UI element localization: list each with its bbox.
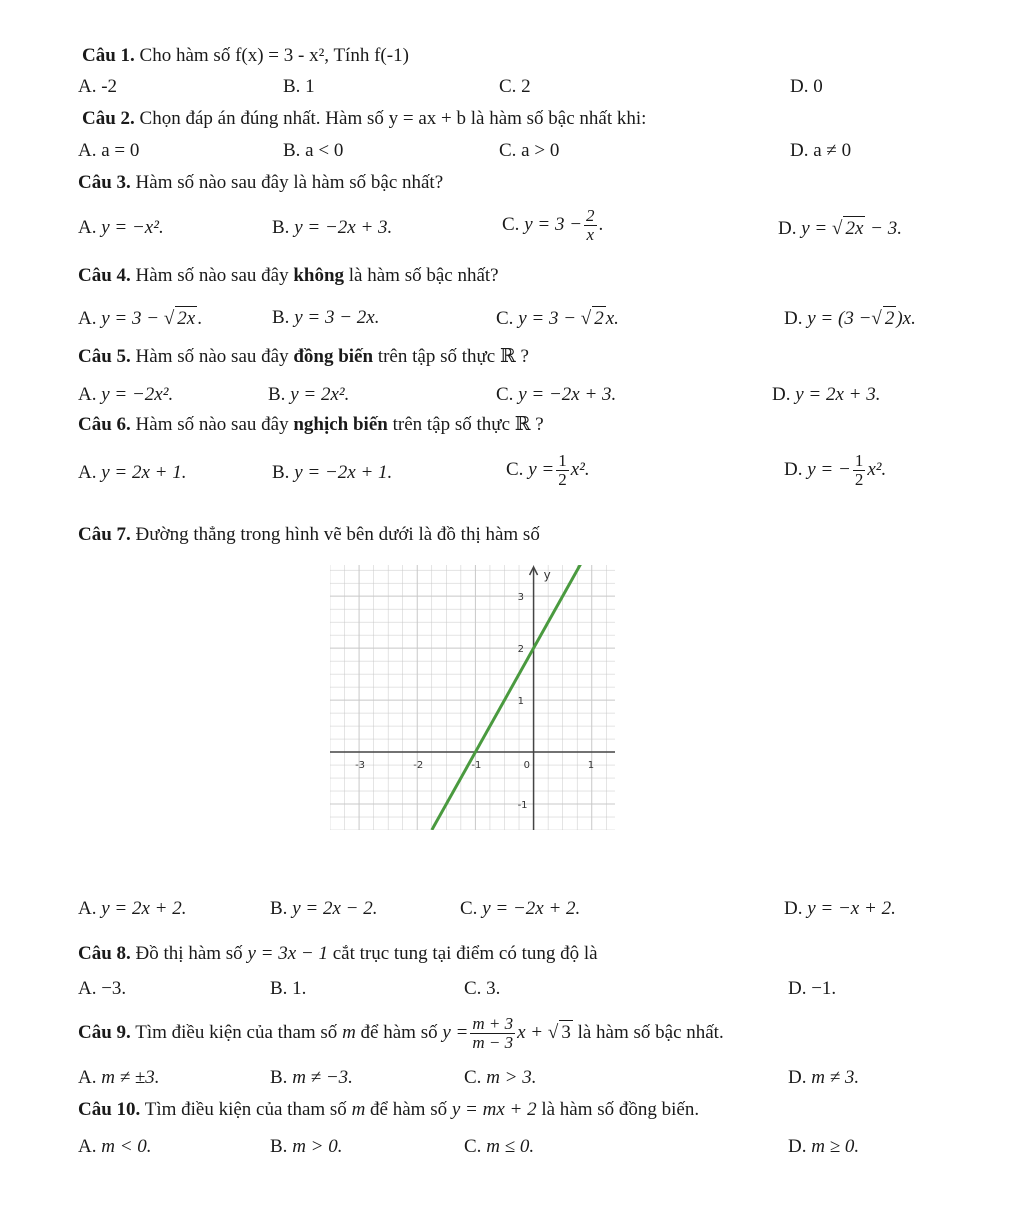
question-math: m — [342, 1021, 356, 1043]
option-letter: C. — [464, 1136, 482, 1157]
y-tick-label: 1 — [517, 696, 524, 708]
option-letter: B. — [270, 1136, 288, 1157]
radicand: 2x — [177, 308, 196, 329]
question-6 — [78, 413, 544, 437]
question-3 — [78, 171, 443, 195]
option-math: m < 0. — [101, 1136, 152, 1157]
option-math: y = 2x + 3. — [795, 384, 881, 405]
question-emphasis: đồng biến — [293, 346, 374, 367]
x-tick-label: 0 — [523, 760, 530, 772]
option-math: y = 2x + 1. — [101, 462, 187, 483]
question-text: trên tập số thực ℝ ? — [392, 414, 544, 435]
option-math: y = — [801, 218, 828, 239]
option-math: y = −2x + 1. — [294, 462, 393, 483]
option-end: . — [197, 308, 202, 329]
q10-option-b[interactable] — [270, 1135, 342, 1159]
option-math: y = 3 − — [518, 308, 577, 329]
question-text: Chọn đáp án đúng nhất. Hàm số y = ax + b là hàm số bậc nhất khi: — [139, 108, 647, 129]
option-letter: C. — [502, 213, 520, 235]
q7-option-b[interactable] — [270, 897, 377, 921]
option-letter: B. — [268, 384, 286, 405]
q5-option-d[interactable] — [772, 383, 881, 407]
question-text: Tìm điều kiện của tham số — [135, 1021, 338, 1043]
question-text: là hàm số bậc nhất? — [348, 265, 499, 286]
option-math: x. — [605, 308, 619, 329]
q5-option-a[interactable] — [78, 383, 173, 407]
option-math: m ≠ ±3. — [101, 1067, 160, 1088]
option-letter: C. — [496, 308, 514, 329]
option-math: y = (3 − — [807, 308, 872, 329]
question-text: Hàm số nào sau đây là hàm số bậc nhất? — [135, 172, 444, 193]
q1-option-d[interactable]: D. 0 — [790, 76, 823, 97]
question-math: m — [351, 1099, 366, 1120]
numerator: 2 — [586, 206, 595, 225]
q2-option-d[interactable]: D. a ≠ 0 — [790, 140, 852, 161]
radicand: 2 — [594, 308, 604, 329]
q8-option-d[interactable]: D. −1. — [788, 978, 837, 999]
q8-option-a[interactable]: A. −3. — [78, 978, 127, 999]
question-label: Câu 9. — [78, 1021, 131, 1043]
question-label: Câu 2. — [82, 108, 135, 129]
question-text: Đồ thị hàm số — [135, 943, 243, 964]
question-8 — [78, 942, 598, 966]
option-math: − 3. — [870, 218, 902, 239]
q3-option-a[interactable] — [78, 216, 164, 240]
question-9 — [78, 1015, 724, 1052]
q6-option-a[interactable] — [78, 461, 187, 485]
option-math: y = 3 − — [524, 213, 583, 235]
question-4 — [78, 264, 499, 288]
option-letter: A. — [78, 217, 97, 238]
option-math: y = 2x − 2. — [292, 898, 378, 919]
q2-option-c[interactable]: C. a > 0 — [499, 140, 560, 161]
option-math: y = −x². — [101, 217, 164, 238]
question-5 — [78, 345, 529, 369]
question-emphasis: không — [293, 265, 345, 286]
q3-option-c[interactable] — [502, 207, 603, 244]
option-letter: C. — [460, 898, 478, 919]
option-math: y = −2x + 3. — [518, 384, 617, 405]
question-text: là hàm số đồng biến. — [541, 1099, 700, 1120]
question-label: Câu 3. — [78, 172, 131, 193]
line-graph — [330, 565, 615, 830]
question-7 — [78, 523, 540, 547]
radicand: 2 — [884, 308, 895, 329]
option-letter: D. — [772, 384, 791, 405]
numerator: m + 3 — [472, 1014, 514, 1033]
option-letter: A. — [78, 1067, 97, 1088]
option-math: y = −2x + 2. — [482, 898, 581, 919]
option-math: x². — [570, 458, 590, 480]
option-letter: B. — [272, 307, 290, 328]
option-math: y = 2x². — [290, 384, 350, 405]
question-emphasis: nghịch biến — [293, 414, 388, 435]
option-math: y = −x + 2. — [807, 898, 896, 919]
q9-option-c[interactable] — [464, 1066, 536, 1090]
sqrt-icon: √ — [832, 218, 843, 239]
option-letter: D. — [778, 218, 797, 239]
option-letter: A. — [78, 898, 97, 919]
denominator: 2 — [558, 470, 567, 489]
option-letter: C. — [506, 458, 524, 480]
option-letter: A. — [78, 384, 97, 405]
question-label: Câu 7. — [78, 524, 131, 545]
question-label: Câu 6. — [78, 414, 131, 435]
question-10 — [78, 1098, 699, 1122]
y-tick-label: 2 — [517, 644, 524, 656]
option-letter: C. — [464, 1067, 482, 1088]
q9-option-d[interactable] — [788, 1066, 859, 1090]
y-axis-label: y — [543, 568, 551, 582]
option-math: x². — [867, 458, 887, 480]
option-letter: D. — [788, 1067, 807, 1088]
option-math: m > 3. — [486, 1067, 537, 1088]
q4-option-b[interactable] — [272, 306, 379, 330]
fraction — [853, 452, 866, 489]
question-text: để hàm số — [360, 1021, 438, 1043]
question-label: Câu 1. — [82, 45, 135, 66]
question-math: y = — [442, 1021, 469, 1043]
y-tick-label: 3 — [517, 592, 524, 604]
option-math: m ≥ 0. — [811, 1136, 860, 1157]
option-math: y = −2x + 3. — [294, 217, 393, 238]
question-text: cắt trục tung tại điểm có tung độ là — [332, 943, 598, 964]
question-label: Câu 8. — [78, 943, 131, 964]
q6-option-c[interactable] — [506, 452, 590, 489]
question-text: là hàm số bậc nhất. — [577, 1021, 724, 1043]
option-letter: A. — [78, 462, 97, 483]
x-tick-label: -1 — [471, 760, 482, 772]
denominator: 2 — [854, 470, 864, 489]
option-letter: B. — [272, 462, 290, 483]
question-label: Câu 4. — [78, 265, 131, 286]
q3-option-b[interactable] — [272, 216, 392, 240]
sqrt-icon: √ — [163, 308, 175, 329]
q10-option-c[interactable] — [464, 1135, 534, 1159]
question-2 — [82, 107, 646, 131]
option-letter: D. — [784, 458, 803, 480]
sqrt-icon: √ — [580, 308, 592, 329]
option-math: y = — [528, 458, 555, 480]
q4-option-d[interactable] — [784, 306, 916, 331]
option-math: m ≠ −3. — [292, 1067, 353, 1088]
option-math: y = 3 − — [101, 308, 160, 329]
question-label: Câu 10. — [78, 1099, 141, 1120]
question-text: Hàm số nào sau đây — [135, 414, 289, 435]
option-letter: D. — [788, 1136, 807, 1157]
option-math: m ≠ 3. — [811, 1067, 860, 1088]
question-text: Cho hàm số f(x) = 3 - x², Tính f(-1) — [139, 45, 409, 66]
option-letter: A. — [78, 1136, 97, 1157]
q2-option-a[interactable]: A. a = 0 — [78, 140, 140, 161]
option-math: y = − — [807, 458, 851, 480]
fraction — [470, 1015, 515, 1052]
denominator: x — [586, 225, 595, 244]
numerator: 1 — [558, 451, 567, 470]
q5-option-c[interactable] — [496, 383, 616, 407]
question-text: Hàm số nào sau đây — [135, 265, 289, 286]
q6-option-b[interactable] — [272, 461, 392, 485]
option-math: m > 0. — [292, 1136, 343, 1157]
q6-option-d[interactable] — [784, 452, 886, 489]
question-math: x + — [517, 1021, 544, 1043]
q1-option-b[interactable]: B. 1 — [283, 76, 315, 97]
question-label: Câu 5. — [78, 346, 131, 367]
option-math: y = 2x + 2. — [101, 898, 187, 919]
q1-option-a[interactable]: A. -2 — [78, 76, 118, 97]
fraction — [584, 207, 597, 244]
question-math: y = mx + 2 — [451, 1099, 537, 1120]
option-math: m ≤ 0. — [486, 1136, 535, 1157]
option-letter: B. — [270, 898, 288, 919]
question-text: Tìm điều kiện của tham số — [144, 1099, 347, 1120]
question-text: trên tập số thực ℝ ? — [377, 346, 529, 367]
radicand: 2x — [845, 218, 864, 239]
q5-option-b[interactable] — [268, 383, 349, 407]
q7-option-c[interactable] — [460, 897, 580, 921]
q10-option-a[interactable] — [78, 1135, 152, 1159]
numerator: 1 — [854, 451, 864, 470]
q7-option-d[interactable] — [784, 897, 896, 921]
option-math: )x. — [896, 308, 916, 329]
x-tick-label: 1 — [587, 760, 595, 772]
q8-option-b[interactable]: B. 1. — [270, 978, 307, 999]
question-text: Hàm số nào sau đây — [135, 346, 289, 367]
denominator: m − 3 — [472, 1033, 514, 1052]
option-end: . — [598, 213, 604, 235]
sqrt-icon: √ — [871, 308, 882, 329]
q3-option-d[interactable] — [778, 216, 902, 241]
option-letter: D. — [784, 308, 803, 329]
q7-option-a[interactable] — [78, 897, 187, 921]
q2-option-b[interactable]: B. a < 0 — [283, 140, 344, 161]
q9-option-b[interactable] — [270, 1066, 353, 1090]
y-tick-label: -1 — [517, 800, 528, 812]
question-math: y = 3x − 1 — [247, 943, 328, 964]
question-text: để hàm số — [370, 1099, 448, 1120]
sqrt-icon: √ — [547, 1021, 559, 1043]
q9-option-a[interactable] — [78, 1066, 160, 1090]
q10-option-d[interactable] — [788, 1135, 859, 1159]
q1-option-c[interactable]: C. 2 — [499, 76, 531, 97]
q8-option-c[interactable]: C. 3. — [464, 978, 501, 999]
question-1 — [82, 44, 409, 68]
question-text: Đường thẳng trong hình vẽ bên dưới là đồ thị hàm số — [135, 524, 540, 545]
q4-option-c[interactable] — [496, 306, 619, 331]
option-letter: C. — [496, 384, 514, 405]
option-math: y = −2x². — [101, 384, 174, 405]
x-tick-label: -2 — [413, 760, 424, 772]
option-letter: B. — [272, 217, 290, 238]
option-letter: B. — [270, 1067, 288, 1088]
option-math: y = 3 − 2x. — [294, 307, 380, 328]
x-tick-label: -3 — [355, 760, 366, 772]
q4-option-a[interactable] — [78, 306, 202, 331]
radicand: 3 — [561, 1021, 571, 1043]
option-letter: A. — [78, 308, 97, 329]
option-letter: D. — [784, 898, 803, 919]
fraction — [556, 452, 569, 489]
